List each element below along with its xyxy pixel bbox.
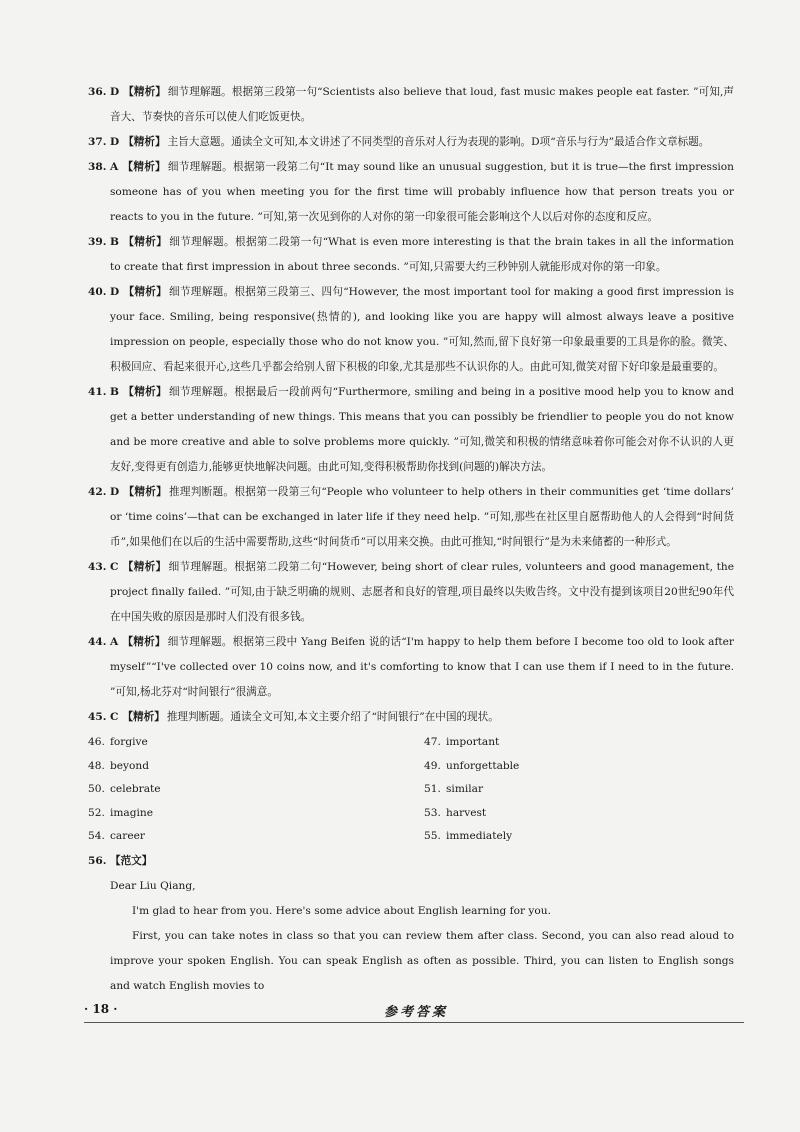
analysis-text: 细节理解题。根据最后一段前两句“Furthermore, smiling and being in a positive mood help you to know and get a better understanding of new things. This means that you can possibly be friendlier to people you do not know and be more creative and able to solve problems more quickly. ”可知,微笑和积极的情绪意味着你可能会对你不认识的人更友好,变得更有创造力,能够更快地解决问题。由此可知,变得积极帮助你找到(问题的)解决方法。 [110,386,735,473]
page-footer [84,1000,744,1024]
item-number: 37. [88,136,107,148]
item-number: 36. [88,86,107,98]
essay-tag: 【范文】 [110,854,153,867]
answer-item [88,130,734,155]
vocab-answer [88,755,424,779]
analysis-tag: 【精析】 [123,286,168,298]
item-number: 39. [88,236,107,248]
vocab-word: forgive [110,736,148,748]
answer-item [88,555,734,630]
analysis-tag: 【精析】 [123,86,166,98]
answer-item [88,630,734,705]
vocabulary-answers [88,731,734,849]
answer-letter: B [110,236,119,248]
answer-item [88,280,734,380]
vocab-word: important [446,736,500,748]
item-number: 53. [424,806,441,819]
answer-letter: D [110,286,120,298]
answer-item [88,230,734,280]
page-number: · 18 · [84,1002,118,1016]
vocab-word: imagine [110,806,154,819]
answer-letter: D [110,486,120,498]
analysis-text: 细节理解题。根据第三段第一句“Scientists also believe that loud, fast music makes people eat faster. ”可知,声音大、节奏快的音乐可以使人们吃饭更快。 [110,86,735,123]
answer-item [88,155,734,230]
vocab-word: harvest [446,806,487,819]
item-number: 42. [88,486,107,498]
item-number: 52. [88,806,105,819]
item-number: 51. [424,783,441,795]
answer-item [88,705,734,730]
item-number: 41. [88,386,107,398]
answer-letter: D [110,86,120,98]
answer-item [88,480,734,555]
answer-item [88,380,734,480]
item-number: 38. [88,161,107,173]
answer-letter: A [110,161,119,173]
item-number: 48. [88,759,105,772]
essay-salutation: Dear Liu Qiang, [110,879,196,892]
essay-heading [88,849,734,874]
footer-rule [84,1022,744,1023]
item-number: 40. [88,286,107,298]
vocab-answer [424,802,734,826]
analysis-text: 细节理解题。根据第二段第二句“However, being short of clear rules, volunteers and good management, the project finally failed. ”可知,由于缺乏明确的规则、志愿者和良好的管理,项目最终以失败告终。文中没有提到该项目20世纪90年代在中国失败的原因是那时人们没有很多钱。 [110,561,735,623]
analysis-text: 细节理解题。根据第一段第二句“It may sound like an unusual suggestion, but it is true—the first impression someone has of you when meeting you for the first time will probably influence how that person treats you or reacts to you in the future. ”可知,第一次见到你的人对你的第一印象很可能会影响这个人以后对你的态度和反应。 [110,161,735,223]
vocab-word: celebrate [110,783,161,795]
analysis-tag: 【精析】 [122,561,167,573]
answer-letter: D [110,136,120,148]
answer-letter: C [110,561,119,573]
analysis-tag: 【精析】 [122,636,166,648]
analysis-text: 主旨大意题。通读全文可知,本文讲述了不同类型的音乐对人行为表现的影响。D项“音乐与行为”最适合作文章标题。 [167,136,710,148]
analysis-tag: 【精析】 [122,236,168,248]
vocab-word: beyond [110,759,150,772]
item-number: 55. [424,830,441,842]
analysis-tag: 【精析】 [122,711,165,723]
vocab-answer [424,755,734,779]
essay-paragraph: I'm glad to hear from you. Here's some advice about English learning for you. [132,904,551,917]
item-number: 46. [88,736,105,748]
analysis-text: 推理判断题。根据第一段第三句“People who volunteer to help others in their communities get ‘time dollars’ or ‘time coins’—that can be exchanged in later life if they need help. ”可知,那些在社区里自愿帮助他人的人会得到“时间货币”,如果他们在以后的生活中需要帮助,这些“时间货币”可以用来交换。由此可推知,“时间银行”是为未来储蓄的一种形式。 [110,486,734,548]
essay-paragraph: First, you can take notes in class so that you can review them after class. Second, you can also read aloud to improve your spoken English. You can speak English as often as possible. Third, you can listen to English songs and watch English movies to [110,929,734,992]
item-number: 49. [424,759,441,772]
analysis-tag: 【精析】 [122,386,167,398]
vocab-word: similar [446,783,484,795]
item-number: 47. [424,736,441,748]
vocab-word: unforgettable [446,759,520,772]
answer-letter: C [110,711,119,723]
item-number: 43. [88,561,107,573]
analysis-tag: 【精析】 [123,136,166,148]
answer-list [88,80,734,730]
analysis-text: 细节理解题。根据第三段第三、四句“However, the most important tool for making a good first impression is your face. Smiling, being responsive(热情的), and looking like you are happy will almost always leave a positive impression on people, especially those who do not know you. ”可知,然而,留下良好第一印象最重要的工具是你的脸。微笑、积极回应、看起来很开心,这些几乎都会给别人留下积极的印象,尤其是那些不认识你的人。由此可知,微笑对留下好印象是最重要的。 [110,286,734,373]
analysis-tag: 【精析】 [123,486,168,498]
vocab-word: immediately [446,830,513,842]
vocab-answer [424,731,734,755]
answer-item [88,80,734,130]
item-number: 54. [88,830,105,842]
vocab-word: career [110,830,145,842]
vocab-answer [424,778,734,802]
running-title: 参考答案 [384,1005,449,1020]
answer-letter: B [110,386,119,398]
sample-essay [88,874,734,999]
analysis-text: 细节理解题。根据第三段中 Yang Beifen 说的话“I'm happy to help them before I become too old to look after myself”“I've collected over 10 coins now, and it's comforting to know that I can use them if I need to in the future. ”可知,杨北芬对“时间银行”很满意。 [110,636,734,698]
vocab-answer [88,802,424,826]
item-number: 45. [88,711,107,723]
vocab-answer [424,825,734,849]
analysis-text: 细节理解题。根据第二段第一句“What is even more interesting is that the brain takes in all the information to create that first impression in about three seconds. ”可知,只需要大约三秒钟别人就能形成对你的第一印象。 [110,236,735,273]
item-number: 50. [88,783,105,795]
vocab-answer [88,825,424,849]
item-number: 44. [88,636,107,648]
answer-key-page [88,80,734,999]
item-number: 56. [88,854,107,867]
answer-letter: A [110,636,119,648]
analysis-text: 推理判断题。通读全文可知,本文主要介绍了“时间银行”在中国的现状。 [166,711,499,723]
vocab-answer [88,731,424,755]
vocab-answer [88,778,424,802]
analysis-tag: 【精析】 [122,161,166,173]
